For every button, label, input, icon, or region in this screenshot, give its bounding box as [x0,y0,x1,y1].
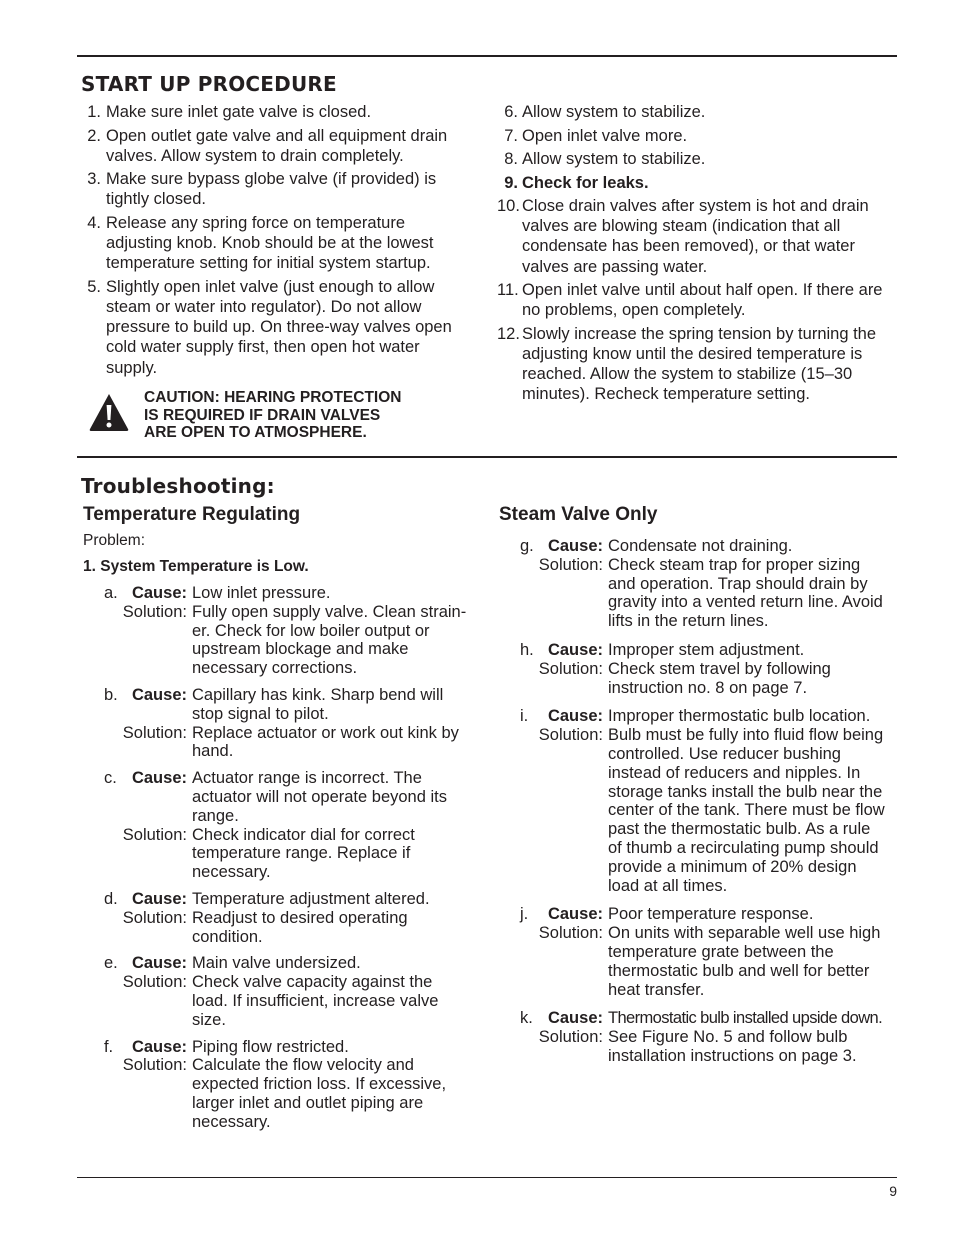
cause-text: Piping flow restricted. [192,1037,349,1056]
cause-row [88,686,488,724]
cause-text [187,686,488,724]
startup-step [497,149,899,169]
item-letter: b. [103,685,118,704]
cause-label: Cause: [547,537,603,555]
solution-line: Check indicator dial for correct [192,825,415,844]
cause-label: Cause: [131,685,187,704]
problem-label: Problem: [83,532,146,549]
solution-text [603,726,902,895]
startup-step [83,213,468,274]
cause-row [507,641,902,660]
cause-label: Cause: [547,707,603,726]
solution-label: Solution: [122,1056,187,1075]
startup-step [497,173,899,193]
cause-label-cell [88,584,187,603]
caution-line: CAUTION: HEARING PROTECTION [144,389,402,406]
item-letter: f. [103,1037,114,1056]
caution-text [144,389,401,442]
solution-line: larger inlet and outlet piping are [192,1093,424,1112]
solution-line: Replace actuator or work out kink by [192,723,459,742]
solution-line: condition. [192,927,263,946]
step-text: Release any spring force on temperature adjusting knob. Knob should be at the lowest temperature setting for initial system startup. [106,213,434,273]
step-number: 9. [504,173,518,192]
solution-row [507,924,902,999]
solution-row [88,1056,488,1131]
solution-text [187,909,488,947]
cause-text: Condensate not draining. [608,537,793,555]
solution-row [507,660,902,698]
solution-line: load at all times. [608,876,728,895]
cause-label-cell [507,905,603,924]
cause-solution-item [88,686,488,761]
step-number: 1. [87,103,101,121]
solution-label: Solution: [122,908,187,927]
solution-text [603,556,902,631]
startup-right-column [497,102,899,408]
solution-text [187,1056,488,1131]
solution-label: Solution: [538,659,603,678]
solution-line: necessary corrections. [192,659,358,678]
solution-line: storage tanks install the bulb near the [608,782,883,801]
cause-label-cell [88,954,187,973]
top-rule [77,55,897,57]
cause-solution-item [88,769,488,882]
cause-label-cell [88,769,187,825]
solution-line: Check valve capacity against the [192,973,433,992]
solution-label: Solution: [122,973,187,992]
item-letter: h. [519,640,534,659]
troubleshooting-right-column [507,537,902,1074]
startup-step [83,277,468,378]
item-letter: j. [519,905,529,924]
solution-line: Check stem travel by following [608,659,831,678]
solution-row [88,826,488,882]
cause-label-cell [507,1009,603,1028]
step-text: Open inlet valve more. [522,126,688,145]
cause-line: actuator will not operate beyond its [192,787,447,806]
solution-line: installation instructions on page 3. [608,1046,857,1065]
caution-line: ARE OPEN TO ATMOSPHERE. [144,424,367,441]
page-number: 9 [889,1183,897,1199]
startup-step [83,126,468,166]
step-text: Close drain valves after system is hot and drain valves are blowing steam (indication that all condensate has been removed), or that water valves are passing water. [522,197,869,276]
solution-line: Calculate the flow velocity and [192,1056,414,1075]
temperature-regulating-subheading: Temperature Regulating [83,504,301,525]
cause-row [88,769,488,825]
cause-label-cell [88,890,187,909]
troubleshooting-left-column [88,584,488,1140]
step-text: Make sure inlet gate valve is closed. [106,103,372,121]
cause-text: Main valve undersized. [192,954,361,973]
cause-label: Cause: [547,905,603,924]
warning-triangle-icon [88,392,130,432]
cause-row [88,890,488,909]
cause-label-cell [507,641,603,660]
solution-line: and operation. Trap should drain by [608,574,868,593]
step-number: 12. [497,324,520,343]
solution-row [88,973,488,1029]
cause-solution-item [507,905,902,999]
step-text: Check for leaks. [522,173,649,192]
step-number: 7. [504,126,518,145]
solution-text [187,973,488,1029]
step-number: 11. [497,281,519,300]
cause-line: range. [192,806,239,825]
startup-step [497,126,899,146]
cause-line: stop signal to pilot. [192,704,329,723]
cause-row [88,1038,488,1057]
solution-line: temperature range. Replace if [192,844,411,863]
solution-line: gravity into a vented return line. Avoid [608,593,883,612]
startup-step [497,324,899,405]
solution-row [507,1028,902,1066]
solution-text [603,660,902,698]
cause-line: Actuator range is incorrect. The [192,769,422,788]
cause-solution-item [88,1038,488,1132]
cause-text: Improper thermostatic bulb location. [608,707,871,726]
cause-text: Temperature adjustment altered. [192,889,430,908]
cause-solution-item [507,1009,902,1065]
step-number: 5. [87,277,101,296]
solution-line: load. If insufficient, increase valve [192,991,439,1010]
solution-label: Solution: [122,602,187,621]
item-letter: g. [519,537,534,555]
step-number: 8. [504,150,518,168]
item-letter: d. [103,889,118,908]
cause-solution-item [88,954,488,1029]
step-number: 10. [497,197,520,215]
cause-row [507,537,902,556]
item-letter: a. [103,584,118,602]
startup-step [497,280,899,320]
step-number: 3. [87,170,101,189]
cause-line: Capillary has kink. Sharp bend will [192,685,444,704]
cause-text: Thermostatic bulb installed upside down. [608,1009,883,1028]
cause-label-cell [507,537,603,556]
cause-label: Cause: [131,1037,187,1056]
solution-line: Readjust to desired operating [192,908,408,927]
solution-line: On units with separable well use high [608,924,881,943]
solution-line: expected friction loss. If excessive, [192,1075,447,1094]
solution-text [187,724,488,762]
solution-line: past the thermostatic bulb. As a rule [608,820,871,839]
cause-label-cell [88,1038,187,1057]
step-text: Make sure bypass globe valve (if provided) is tightly closed. [106,170,437,209]
cause-label: Cause: [547,1009,603,1028]
cause-row [507,1009,902,1028]
step-text: Slowly increase the spring tension by turning the adjusting know until the desired temperature is reached. Allow the system to stabilize (15–30 minutes). Recheck temperature setting. [522,324,877,404]
step-text: Allow system to stabilize. [522,103,706,121]
solution-label: Solution: [538,1028,603,1047]
cause-solution-item [88,890,488,946]
solution-label: Solution: [122,723,187,742]
solution-row [507,726,902,895]
cause-solution-item [507,537,902,631]
step-number: 4. [87,213,101,232]
cause-label: Cause: [131,889,187,908]
solution-label: Solution: [538,924,603,943]
solution-line: instruction no. 8 on page 7. [608,678,808,697]
startup-step [497,196,899,277]
solution-line: provide a minimum of 20% design [608,857,857,876]
solution-label: Solution: [538,726,603,745]
startup-step [83,102,468,122]
cause-row [507,905,902,924]
solution-line: Check steam trap for proper sizing [608,555,861,574]
solution-row [88,724,488,762]
item-letter: e. [103,954,118,973]
solution-text [603,1028,902,1066]
cause-label: Cause: [547,640,603,659]
startup-step [83,169,468,209]
solution-line: necessary. [192,1112,271,1131]
steam-valve-only-subheading: Steam Valve Only [499,504,658,525]
section-rule [77,456,897,458]
item-letter: i. [519,707,529,726]
cause-text [187,769,488,825]
cause-label-cell [88,686,187,724]
solution-line: Bulb must be fully into fluid flow being [608,726,884,745]
item-letter: c. [103,769,117,788]
cause-row [88,954,488,973]
step-text: Open inlet valve until about half open. If there are no problems, open completely. [522,281,883,320]
solution-line: upstream blockage and make [192,640,409,659]
cause-row [507,707,902,726]
solution-label: Solution: [538,555,603,574]
solution-text [187,826,488,882]
item-letter: k. [519,1009,533,1028]
solution-text [187,603,488,678]
cause-text: Improper stem adjustment. [608,640,805,659]
cause-label: Cause: [131,584,187,602]
step-text: Allow system to stabilize. [522,150,706,168]
caution-box [88,389,468,442]
solution-line: temperature grate between the [608,942,834,961]
solution-line: center of the tank. There must be flow [608,801,885,820]
step-text: Slightly open inlet valve (just enough to allow steam or water into regulator). Do not allow pressure to build up. On three-way valves open cold water supply first, then open hot water supply. [106,277,452,377]
solution-line: heat transfer. [608,980,705,999]
solution-row [88,909,488,947]
cause-label: Cause: [131,769,187,788]
solution-line: hand. [192,742,234,761]
cause-solution-item [507,707,902,895]
solution-label: Solution: [122,825,187,844]
troubleshooting-heading: Troubleshooting: [81,474,275,498]
solution-line: thermostatic bulb and well for better [608,961,870,980]
cause-text: Poor temperature response. [608,905,814,924]
step-number: 2. [87,126,101,145]
bottom-rule [77,1177,897,1178]
step-number: 6. [504,103,518,121]
solution-line: Fully open supply valve. Clean strain- [192,602,467,621]
cause-label: Cause: [131,954,187,973]
solution-row [507,556,902,631]
solution-line: lifts in the return lines. [608,612,769,631]
startup-left-column [83,102,468,381]
startup-step [497,102,899,122]
step-text: Open outlet gate valve and all equipment drain valves. Allow system to drain completely. [106,126,448,165]
solution-line: See Figure No. 5 and follow bulb [608,1028,848,1047]
cause-text: Low inlet pressure. [192,584,331,602]
caution-line: IS REQUIRED IF DRAIN VALVES [144,406,381,424]
solution-row [88,603,488,678]
solution-line: of thumb a recirculating pump should [608,838,879,857]
solution-line: controlled. Use reducer bushing [608,744,841,763]
cause-solution-item [507,641,902,697]
cause-row [88,584,488,603]
solution-line: instead of reducers and nipples. In [608,763,861,782]
cause-solution-item [88,584,488,678]
cause-label-cell [507,707,603,726]
solution-line: er. Check for low boiler output or [192,621,430,640]
solution-text [603,924,902,999]
solution-line: necessary. [192,863,271,882]
problem-title: 1. System Temperature is Low. [83,558,309,575]
solution-line: size. [192,1010,226,1029]
startup-heading: START UP PROCEDURE [81,72,337,96]
